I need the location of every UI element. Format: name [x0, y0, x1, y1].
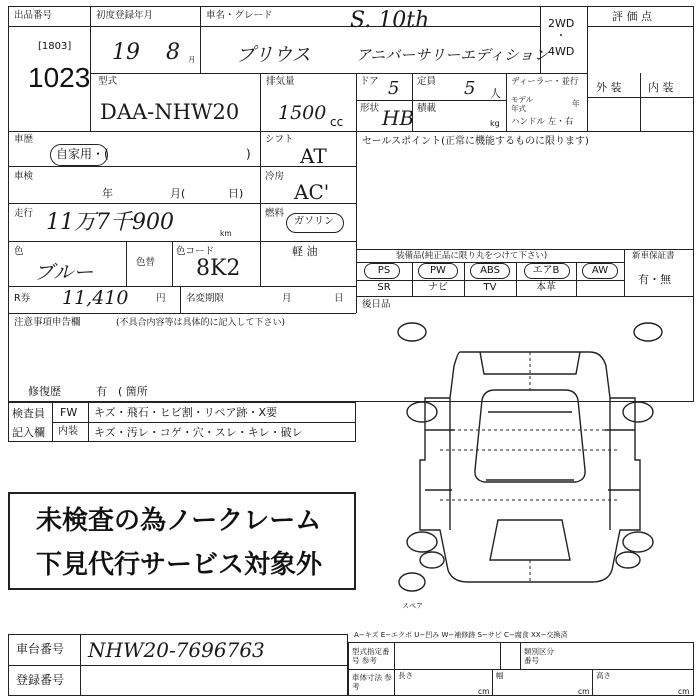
fw-label: FW [60, 406, 78, 419]
reg-label: 登録番号 [16, 673, 65, 687]
inspector-label-2: 記入欄 [12, 426, 45, 439]
height-unit: cm [678, 687, 690, 696]
usage-label: 車歴 [14, 134, 34, 145]
width-unit: cm [578, 687, 590, 696]
interior-label: 内 装 [648, 81, 674, 94]
rating-label: 評 価 点 [612, 10, 652, 23]
interior-inspect-label: 内装 [58, 426, 78, 437]
dealer-label: ディーラー・並行 [511, 77, 579, 87]
year-unit: 年 [572, 99, 580, 108]
fw-items: キズ・飛石・ヒビ割・リペア跡・X要 [94, 406, 278, 419]
fuel-label: 燃料 [265, 208, 285, 219]
height-label: 高さ [596, 671, 611, 680]
equipment-aw: AW [591, 265, 609, 276]
notes-sub: (不具合内容等は具体的に記入して下さい) [116, 318, 286, 328]
name-change-month: 月 [282, 293, 292, 304]
lot-number: 1023 [28, 62, 91, 93]
inspection-month-unit: 月( [170, 187, 186, 200]
notice-line-2: 下見代行サービス対象外 [36, 550, 323, 580]
capacity-value: 5 [464, 78, 476, 99]
equipment-ps: PS [377, 265, 391, 276]
size-spec-label: 車体寸法 参考 [352, 673, 392, 691]
car-name-value: プリウス [236, 44, 311, 66]
inspection-day-unit: 日) [228, 187, 244, 200]
category-label: 類別区分番号 [524, 647, 554, 665]
equipment-label: 装備品(純正品に限り丸をつけて下さい) [396, 251, 548, 261]
displacement-label: 排気量 [266, 76, 295, 87]
lot-label: 出品番号 [14, 10, 53, 21]
chassis-value: NHW20-7696763 [88, 638, 265, 662]
person-unit: 人 [490, 87, 501, 100]
color-label: 色 [14, 246, 24, 257]
drive-dot: ・ [556, 31, 566, 42]
car-damage-diagram [380, 320, 680, 610]
model-value: DAA-NHW20 [100, 100, 240, 124]
equipment-airbag: エアB [532, 265, 560, 276]
width-label: 幅 [496, 671, 504, 680]
spare-mark: スペア [402, 602, 423, 610]
color-change-label: 色替 [136, 257, 156, 268]
repair-label: 修復歴 [28, 385, 61, 398]
first-reg-label: 初度登録年月 [96, 10, 154, 21]
first-reg-month-unit: 月 [188, 55, 196, 64]
shape-value: HB [382, 106, 415, 130]
equipment-tv: TV [483, 282, 497, 293]
model-year-label: モデル 年式 [511, 95, 534, 113]
displacement-value: 1500 [278, 102, 327, 124]
retrofit-label: 後日品 [362, 299, 391, 310]
grade-value: S. 10th [350, 8, 430, 33]
shape-label: 形状 [360, 103, 380, 114]
usage-value: 自家用・( [56, 147, 109, 161]
notes-label: 注意事項申告欄 [14, 317, 81, 328]
recycle-yen: 円 [156, 293, 166, 304]
shift-value: AT [300, 144, 327, 168]
fuel-gasoline: ガソリン [294, 216, 334, 227]
length-label: 長さ [398, 671, 413, 680]
repair-spots: ( 箇所 [118, 385, 148, 398]
inspection-label: 車検 [14, 171, 34, 182]
inspection-year-unit: 年 [102, 187, 113, 200]
handle-label: ハンドル 左・右 [511, 117, 574, 127]
ac-value: AC' [294, 180, 330, 204]
first-reg-month: 8 [166, 40, 180, 65]
model-label: 型式 [98, 76, 118, 87]
equipment-sr: SR [377, 282, 391, 293]
mileage-unit: km [220, 229, 232, 238]
ac-label: 冷房 [265, 171, 285, 182]
sales-point-label: セールスポイント(正常に機能するものに限ります) [362, 136, 589, 147]
warranty-value: 有・無 [638, 273, 671, 286]
capacity-label: 定員 [417, 76, 437, 87]
recycle-value: 11,410 [62, 287, 129, 309]
lot-code: [1803] [38, 41, 72, 52]
color-value: ブルー [34, 260, 94, 284]
name-label: 車名・グレード [206, 10, 273, 21]
chassis-label: 車台番号 [16, 642, 65, 656]
mileage-value: 11万7千900 [46, 210, 174, 235]
inspector-label: 検査員 [12, 407, 45, 420]
color-code-label: 色コード [176, 246, 215, 257]
color-code-value: 8K2 [196, 256, 241, 281]
cc-unit: cc [330, 115, 344, 129]
shift-label: シフト [265, 134, 294, 145]
length-unit: cm [478, 687, 490, 696]
mileage-label: 走行 [14, 208, 34, 219]
interior-items: キズ・汚レ・コゲ・穴・スレ・キレ・破レ [94, 426, 303, 439]
equipment-abs: ABS [480, 265, 500, 276]
usage-close: ) [246, 147, 251, 161]
equipment-leather: 本革 [536, 282, 556, 293]
recycle-label: R券 [14, 293, 31, 304]
drive-2wd: 2WD [548, 17, 575, 30]
first-reg-year: 19 [112, 40, 140, 65]
drive-4wd: 4WD [548, 45, 575, 58]
edition-value: アニバーサリーエディション [356, 46, 549, 64]
doors-value: 5 [388, 78, 400, 99]
equipment-pw: PW [430, 265, 446, 276]
damage-legend: A−キズ E−エクボ U−凹み W−補修跡 S−サビ C−腐食 XX−交換済 [354, 631, 568, 639]
doors-label: ドア [360, 76, 379, 87]
load-label: 積載 [417, 103, 437, 114]
fuel-diesel: 軽 油 [292, 245, 318, 258]
name-change-label: 名変期限 [186, 293, 225, 304]
name-change-day: 日 [334, 293, 344, 304]
exterior-label: 外 装 [596, 81, 622, 94]
model-spec-label: 型式指定番号 参考 [352, 647, 390, 665]
equipment-navi: ナビ [428, 282, 448, 293]
kg-unit: kg [490, 119, 500, 128]
warranty-label: 新車保証書 [632, 251, 675, 261]
notice-line-1: 未検査の為ノークレーム [36, 506, 322, 536]
repair-value: 有 [96, 385, 107, 398]
